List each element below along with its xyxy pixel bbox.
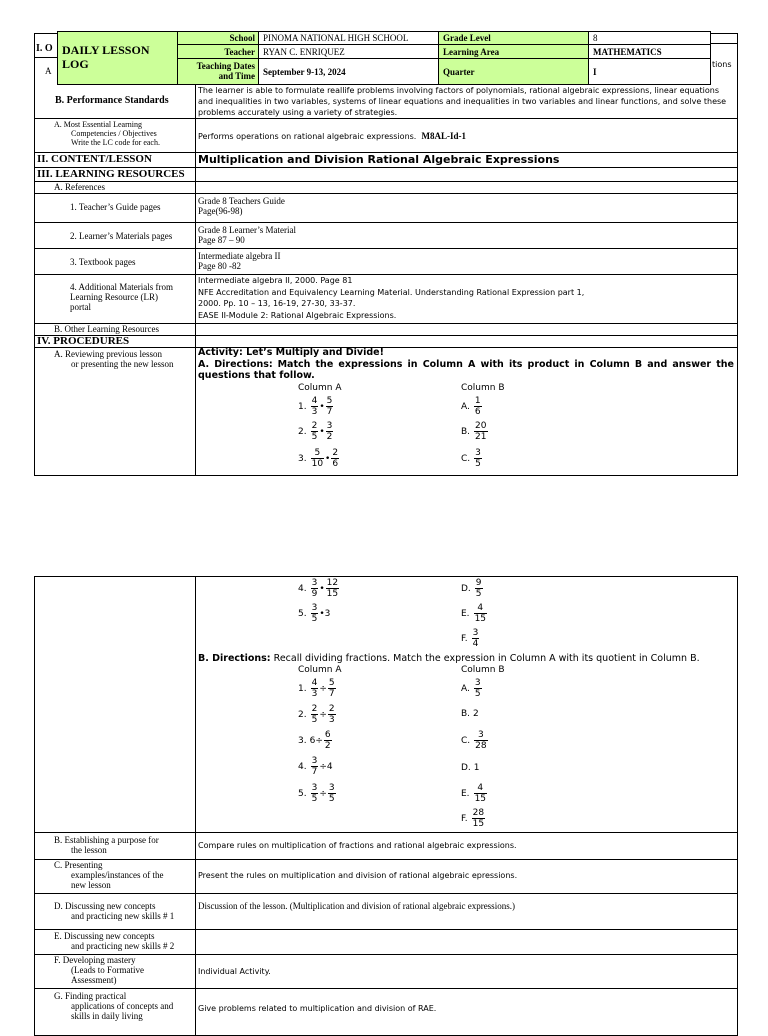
lm-label: 2. Learner’s Materials pages [70,231,173,241]
area-label: Learning Area [439,45,589,59]
item-number: 2. [298,426,307,437]
denominator: 5 [328,794,335,804]
quarter-label: Quarter [439,59,589,84]
answer-letter: F. [461,633,468,644]
answer-letter: A. [461,683,470,694]
div-col-a-header: Column A [298,665,342,675]
numerator: 2 [328,704,335,714]
fraction [474,783,487,804]
denominator: 15 [326,589,339,599]
tg-label: 1. Teacher’s Guide pages [70,202,161,212]
performance-text: The learner is able to formulate reallife problems involving factors of polynomials, rational algebraic expressions, linear equations and inequalities in two variables, systems of linear equations and inequalities in two variables and linear functions, and solve these problems accurately using a variety of strategies. [198,86,727,117]
fraction [328,704,336,725]
mult-col-b-header: Column B [461,383,505,393]
fraction [311,421,319,442]
references-label: A. References [54,182,105,192]
answer-item [461,783,488,804]
expression-item [298,421,334,442]
fraction [324,730,332,751]
operator: ÷ [315,735,323,746]
denominator: 7 [311,767,318,777]
teacher-value: RYAN C. ENRIQUEZ [259,45,439,59]
numerator: 3 [475,448,481,458]
fraction [331,448,339,469]
operator: ÷ [319,788,327,799]
numerator: 4 [311,678,318,688]
operator: ÷ [319,683,327,694]
fraction [311,678,319,699]
item-number: 3. [298,735,307,746]
proc-c-label: C. Presenting examples/instances of the new lesson [54,860,164,890]
operator: • [325,453,331,464]
expression-item [298,756,333,777]
proc-g-label: G. Finding practical applications of concepts and skills in daily living [54,991,174,1021]
tb-text: Intermediate algebra II Page 80 -82 [198,251,281,271]
answer-letter: F. [461,813,468,824]
fraction [474,421,487,442]
whole-number: 6 [309,735,316,746]
denominator: 5 [474,689,481,699]
denominator: 3 [311,689,318,699]
denominator: 3 [311,407,318,417]
fraction [474,396,482,417]
denominator: 5 [475,589,482,599]
item-number: 1. [298,683,307,694]
competency-label: A. Most Essential Learning Competencies / Objectives Write the LC code for each. [54,120,160,147]
numerator: 3 [328,783,335,793]
operator: • [319,583,325,594]
answer-value: 2 [473,709,479,719]
grade-value: 8 [589,32,710,45]
expression-item [298,396,334,417]
clipped-section-label: I. O [36,43,53,54]
proc-b-label: B. Establishing a purpose for the lesson [54,835,159,855]
area-value: MATHEMATICS [589,45,710,59]
proc-a-label: A. Reviewing previous lesson or presenting the new lesson [54,349,174,369]
answer-item [461,678,483,699]
denominator: 5 [475,459,481,469]
denominator: 21 [475,432,487,442]
answer-letter: C. [461,453,471,464]
answer-letter: E. [461,608,470,619]
denominator: 2 [324,741,331,751]
numerator: 20 [475,421,487,431]
teacher-label: Teacher [178,45,259,59]
numerator: 6 [324,730,331,740]
numerator: 3 [311,578,318,588]
denominator: 15 [474,794,487,804]
clipped-right-text: tions [712,60,732,69]
competency-text: Performs operations on rational algebraic expressions. M8AL-Id-1 [198,131,466,141]
activity-title: Activity: Let’s Multiply and Divide! [198,347,384,358]
fraction [311,448,324,469]
numerator: 12 [326,578,339,588]
answer-letter: C. [461,735,471,746]
fraction [474,678,482,699]
denominator: 7 [328,689,335,699]
proc-d-text: Discussion of the lesson. (Multiplication and division of rational algebraic expressions.) [198,901,515,911]
numerator: 3 [474,730,487,741]
answer-letter: E. [461,788,470,799]
numerator: 4 [474,603,487,614]
directions-a: A. Directions: Match the expressions in Column A with its product in Column B and answer the questions that follow. [198,359,734,381]
resources-label: III. LEARNING RESOURCES [37,168,185,180]
denominator: 6 [474,407,481,417]
performance-label: B. Performance Standards [55,95,169,106]
answer-letter: D. [461,583,471,594]
numerator: 5 [326,396,333,406]
numerator: 9 [475,578,482,588]
tg-text: Grade 8 Teachers Guide Page(96-98) [198,196,285,216]
lesson-header [57,31,711,85]
fraction [472,808,485,829]
denominator: 10 [311,459,324,469]
fraction [311,704,319,725]
operator: • [319,401,325,412]
item-number: 3. [298,453,307,464]
content-label: II. CONTENT/LESSON [37,153,152,165]
proc-d-label: D. Discussing new concepts and practicing new skills # 1 [54,901,175,921]
denominator: 5 [311,715,318,725]
dates-label: Teaching Dates and Time [178,59,259,84]
numerator: 3 [474,678,481,688]
answer-item [461,730,489,751]
answer-item [461,396,483,417]
fraction [311,783,319,804]
numerator: 2 [311,704,318,714]
answer-item [461,808,486,829]
denominator: 4 [472,639,479,649]
expression-item [298,730,333,751]
answer-letter: D. [461,763,471,773]
answer-item [461,763,480,774]
other-resources-label: B. Other Learning Resources [54,324,159,334]
whole-number: 4 [326,761,333,772]
clipped-letter: A [45,66,52,76]
proc-f-label: F. Developing mastery (Leads to Formative Assessment) [54,955,144,985]
answer-value: 1 [473,763,480,773]
item-number: 4. [298,583,307,594]
numerator: 3 [311,756,318,766]
operator: ÷ [319,709,327,720]
answer-item [461,709,479,720]
procedures-label: IV. PROCEDURES [37,335,130,347]
fraction [474,448,482,469]
answer-letter: B. [461,426,471,437]
numerator: 5 [328,678,335,688]
numerator: 4 [474,783,487,794]
proc-f-text: Individual Activity. [198,967,271,976]
numerator: 28 [472,808,485,818]
numerator: 3 [311,783,318,793]
numerator: 3 [311,603,318,613]
dates-value: September 9-13, 2024 [259,59,439,84]
item-number: 4. [298,761,307,772]
fraction [311,396,319,417]
grade-label: Grade Level [439,32,589,45]
item-number: 5. [298,788,307,799]
denominator: 7 [326,407,333,417]
numerator: 3 [326,421,333,431]
proc-e-label: E. Discussing new concepts and practicing new skills # 2 [54,931,175,951]
fraction [311,756,319,777]
numerator: 3 [472,628,479,638]
proc-c-text: Present the rules on multiplication and division of rational algebraic epressions. [198,871,518,880]
directions-b: B. Directions: Recall dividing fractions. Match the expression in Column A with its quotient in Column B. [198,653,700,664]
fraction [474,730,487,751]
denominator: 5 [311,794,318,804]
fraction [326,396,334,417]
numerator: 4 [311,396,318,406]
expression-item [298,678,337,699]
numerator: 5 [311,448,324,459]
item-number: 5. [298,608,307,619]
proc-b-text: Compare rules on multiplication of fractions and rational algebraic expressions. [198,841,517,850]
mult-col-a-header: Column A [298,383,342,393]
additional-text: Intermediate algebra II, 2000. Page 81 NFE Accreditation and Equivalency Learning Material. Understanding Rational Expression part 1, 2000. Pp. 10 – 13, 16-19, 27-30, 33-37. EASE II-Module 2: Rational Algebraic Expressions. [198,276,585,320]
numerator: 2 [311,421,318,431]
operator: • [319,426,325,437]
header-title: DAILY LESSON LOG [58,32,178,84]
denominator: 5 [311,432,318,442]
denominator: 15 [474,614,487,624]
additional-label: 4. Additional Materials from Learning Resource (LR) portal [70,282,173,312]
quarter-value: I [593,67,597,77]
answer-item [461,421,489,442]
content-title: Multiplication and Division Rational Algebraic Expressions [198,153,560,166]
denominator: 6 [332,459,339,469]
denominator: 2 [326,432,333,442]
school-label: School [178,32,259,45]
denominator: 9 [311,589,318,599]
div-col-b-header: Column B [461,665,505,675]
answer-item [461,448,483,469]
whole-number: 3 [324,608,331,619]
item-number: 2. [298,709,307,720]
denominator: 28 [475,741,487,751]
fraction [326,421,334,442]
answer-letter: B. [461,709,471,719]
item-number: 1. [298,401,307,412]
expression-item [298,704,337,725]
denominator: 5 [311,614,318,624]
school-value: PINOMA NATIONAL HIGH SCHOOL [259,32,439,45]
expression-item [298,783,337,804]
fraction [328,783,336,804]
denominator: 3 [328,715,335,725]
fraction [328,678,336,699]
proc-g-text: Give problems related to multiplication and division of RAE. [198,1004,437,1013]
expression-item [298,448,340,469]
operator: • [319,608,325,619]
tb-label: 3. Textbook pages [70,257,136,267]
denominator: 15 [472,819,485,829]
numerator: 2 [332,448,339,458]
numerator: 1 [474,396,481,406]
lm-text: Grade 8 Learner’s Material Page 87 – 90 [198,225,297,245]
answer-letter: A. [461,401,470,412]
operator: ÷ [319,761,327,772]
